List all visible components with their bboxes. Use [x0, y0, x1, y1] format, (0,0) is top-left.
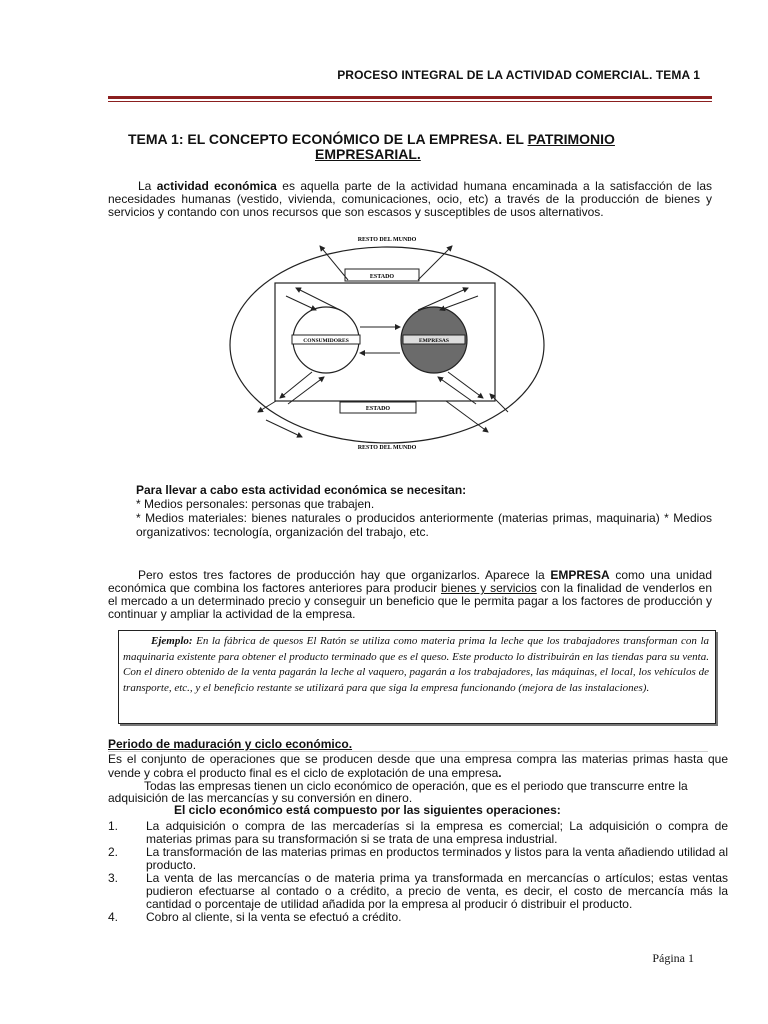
- intro-paragraph: [108, 180, 712, 219]
- intro-bold: actividad económica: [156, 179, 277, 193]
- world-bottom-label: RESTO DEL MUNDO: [357, 445, 417, 451]
- needs-item: * Medios materiales: bienes naturales o producidos anteriormente (materias primas, maquinaria) * Medios organizativos: tecnología, organización del trabajo, etc.: [136, 511, 712, 539]
- list-item: [108, 911, 728, 924]
- flow-arrow: [266, 420, 302, 437]
- factors-bold: EMPRESA: [550, 568, 610, 582]
- list-number: 4.: [108, 910, 119, 924]
- list-text: Cobro al cliente, si la venta se efectuó a crédito.: [146, 910, 402, 924]
- list-item: [108, 846, 728, 872]
- example-label: Ejemplo:: [151, 635, 193, 647]
- ops-heading: El ciclo económico está compuesto por las siguientes operaciones:: [174, 803, 561, 817]
- flow-arrow: [448, 372, 483, 398]
- flow-arrow: [286, 296, 316, 310]
- operations-list: [108, 820, 728, 924]
- flow-arrow: [288, 377, 324, 404]
- factors-underlined: bienes y servicios: [441, 581, 537, 595]
- flow-arrow: [280, 372, 312, 398]
- consumers-label: CONSUMIDORES: [303, 338, 349, 344]
- title-underlined: PATRIMONIO: [527, 131, 615, 147]
- cycle-heading: Periodo de maduración y ciclo económico.: [108, 737, 353, 751]
- factors-paragraph: [108, 569, 712, 621]
- factors-lead: Pero estos tres factores de producción hay que organizarlos. Aparece la: [138, 568, 551, 582]
- example-box: [118, 630, 716, 724]
- intro-lead: La: [138, 179, 157, 193]
- list-text: La venta de las mercancías o de materia prima ya transformada en mercancías o artículos; estas ventas pudieron efectuarse al contado o a crédito, a precio de venta, es decir, el costo de mercancía más la cantidad o porcentaje de utilidad añadida por la empresa al producir ó distribuir el producto.: [146, 871, 728, 911]
- header-rule-thin: [108, 101, 712, 102]
- list-number: 2.: [108, 845, 119, 859]
- example-text: [123, 634, 709, 696]
- page-number: Página 1: [652, 951, 694, 965]
- economic-flow-diagram: [228, 232, 548, 462]
- companies-label: EMPRESAS: [419, 338, 449, 344]
- cycle-p1: Es el conjunto de operaciones que se producen desde que una empresa compra las materias primas hasta que vende y cobra el producto final es el ciclo de explotación de una empresa: [108, 752, 728, 780]
- title-prefix: TEMA 1: EL CONCEPTO ECONÓMICO DE LA EMPRESA. EL: [128, 131, 528, 147]
- needs-section: [136, 483, 712, 539]
- cycle-intro: [108, 752, 728, 816]
- needs-heading: Para llevar a cabo esta actividad económica se necesitan:: [136, 483, 467, 497]
- list-item: [108, 820, 728, 846]
- example-body: En la fábrica de quesos El Ratón se utiliza como materia prima la leche que los trabajadores transforman con la maquinaria existente para obtener el producto terminado que es el queso. Este producto lo distribuirán en las tiendas para su venta. Con el dinero obtenido de la venta pagarán la leche al vaquero, pagarán a los trabajadores, las máquinas, el local, los vehículos de transporte, etc., y el beneficio restante se utilizará para que siga la empresa funcionando (mejora de las instalaciones).: [123, 635, 709, 694]
- needs-item: * Medios personales: personas que trabajen.: [136, 497, 375, 511]
- list-number: 3.: [108, 871, 119, 885]
- cycle-p1-end: .: [498, 766, 502, 780]
- state-top-label: ESTADO: [369, 274, 395, 280]
- cycle-p2: Todas las empresas tienen un ciclo económico de operación, que es el periodo que transcurre entre la adquisición de las mercancías y su conversión en dinero.: [108, 779, 688, 805]
- state-bottom-label: ESTADO: [365, 406, 391, 412]
- flow-arrow: [418, 288, 468, 310]
- flow-arrow: [296, 288, 340, 310]
- flow-arrow: [490, 394, 508, 412]
- flow-arrow: [446, 401, 488, 432]
- flow-arrow: [438, 377, 476, 404]
- header-rule: [108, 96, 712, 99]
- world-top-label: RESTO DEL MUNDO: [357, 237, 417, 243]
- list-text: La adquisición o compra de las mercaderías si la empresa es comercial; La adquisición o compra de materias primas para su transformación si se trata de una empresa industrial.: [146, 819, 728, 846]
- list-text: La transformación de las materias primas en productos terminados y listos para la venta añadiendo utilidad al producto.: [146, 845, 728, 872]
- factors-rest: con la finalidad de venderlos en el mercado a un determinado precio y conseguir un beneficio que le permita pagar a los factores de producción y continuar y ampliar la actividad de la empresa.: [108, 581, 712, 621]
- intro-rest: es aquella parte de la actividad humana encaminada a la satisfacción de las necesidades humanas (vestido, vivienda, comunicaciones, ocio, etc) a través de la producción de bienes y servicios y contando con unos recursos que son escasos y susceptibles de usos alternativos.: [108, 179, 712, 219]
- factors-mid: como una unidad económica que combina los factores anteriores para producir: [108, 568, 713, 595]
- title-line2: EMPRESARIAL.: [315, 146, 421, 162]
- list-item: [108, 872, 728, 911]
- list-number: 1.: [108, 819, 119, 833]
- page-header: PROCESO INTEGRAL DE LA ACTIVIDAD COMERCIAL. TEMA 1: [337, 68, 700, 82]
- document-title: [128, 132, 698, 162]
